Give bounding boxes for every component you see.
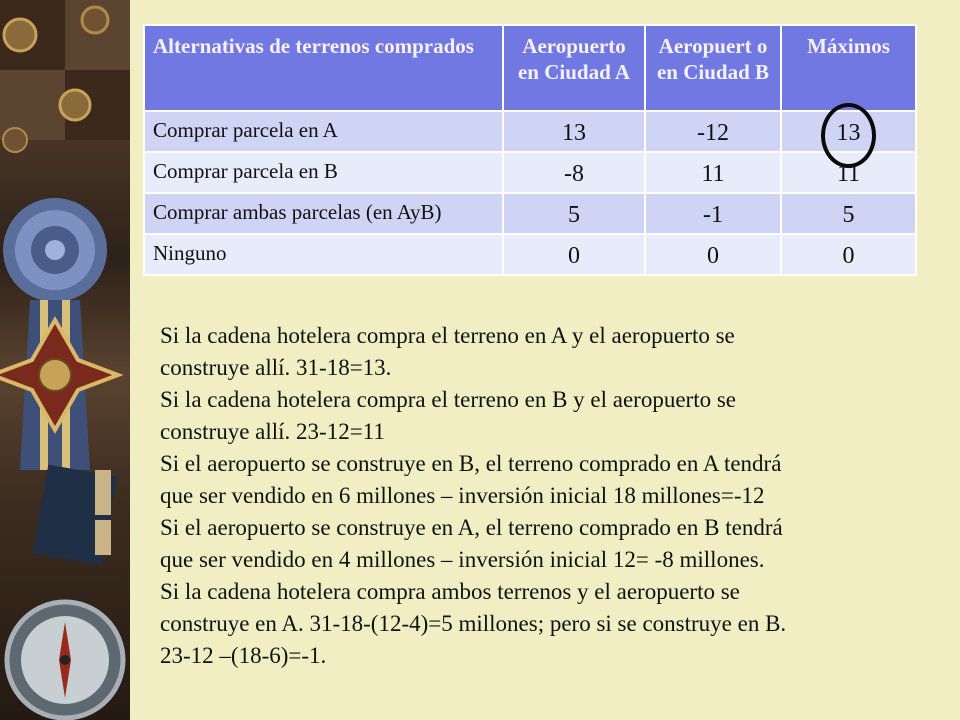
cell-maximum-highlighted: 13 — [781, 111, 916, 152]
table-row — [144, 111, 916, 152]
cell-maximum: 0 — [781, 234, 916, 275]
text-line: Si el aeropuerto se construye en B, el terreno comprado en A tendrá — [160, 451, 782, 476]
cell-airport-a: 13 — [503, 111, 645, 152]
row-label: Ninguno — [144, 234, 503, 275]
payoff-table-container — [143, 24, 915, 276]
table-header-row — [144, 25, 916, 111]
header-alternatives: Alternativas de terrenos comprados — [144, 25, 503, 111]
payoff-table — [143, 24, 917, 276]
cell-airport-b: 0 — [645, 234, 781, 275]
text-line: Si la cadena hotelera compra ambos terrenos y el aeropuerto se — [160, 579, 740, 604]
header-airport-a: Aeropuerto en Ciudad A — [503, 25, 645, 111]
cell-airport-b: -1 — [645, 193, 781, 234]
text-line: que ser vendido en 4 millones – inversión inicial 12= -8 millones. — [160, 547, 765, 572]
table-row — [144, 193, 916, 234]
text-line: Si la cadena hotelera compra el terreno en A y el aeropuerto se — [160, 323, 735, 348]
cell-airport-a: -8 — [503, 152, 645, 193]
text-line: Si la cadena hotelera compra el terreno en B y el aeropuerto se — [160, 387, 737, 412]
explanation-text — [160, 320, 920, 672]
header-airport-b: Aeropuert o en Ciudad B — [645, 25, 781, 111]
cell-airport-b: -12 — [645, 111, 781, 152]
row-label: Comprar ambas parcelas (en AyB) — [144, 193, 503, 234]
row-label: Comprar parcela en A — [144, 111, 503, 152]
row-label: Comprar parcela en B — [144, 152, 503, 193]
text-line: construye allí. 23-12=11 — [160, 419, 385, 444]
table-row — [144, 152, 916, 193]
header-maximos: Máximos — [781, 25, 916, 111]
cell-airport-a: 5 — [503, 193, 645, 234]
decorative-photo-strip — [0, 0, 130, 720]
medal-and-compass-illustration — [0, 0, 130, 720]
text-line: 23-12 –(18-6)=-1. — [160, 643, 327, 668]
table-row — [144, 234, 916, 275]
cell-airport-a: 0 — [503, 234, 645, 275]
text-line: Si el aeropuerto se construye en A, el terreno comprado en B tendrá — [160, 515, 783, 540]
text-line: construye allí. 31-18=13. — [160, 355, 392, 380]
text-line: construye en A. 31-18-(12-4)=5 millones; pero si se construye en B. — [160, 611, 787, 636]
cell-airport-b: 11 — [645, 152, 781, 193]
cell-maximum: 11 — [781, 152, 916, 193]
cell-maximum: 5 — [781, 193, 916, 234]
text-line: que ser vendido en 6 millones – inversión inicial 18 millones=-12 — [160, 483, 765, 508]
